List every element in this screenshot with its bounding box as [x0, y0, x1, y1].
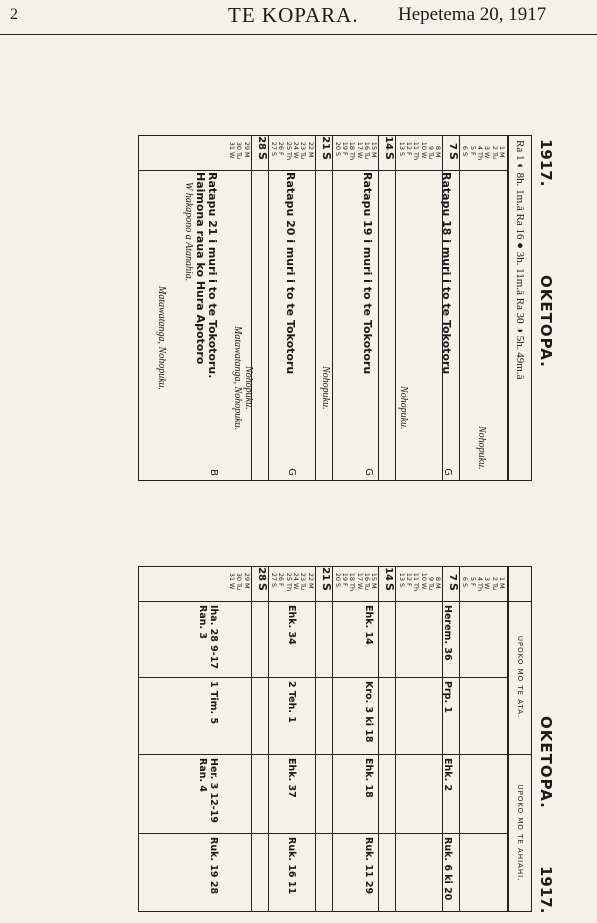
sunday-21-event: Ratapu 20 i muri i to te Tokotoru — [284, 172, 297, 375]
weekday-letter: S — [461, 583, 470, 588]
weekday-letter: S — [461, 152, 470, 157]
day-number: 15 — [370, 141, 379, 150]
weekday-letter: Tu — [299, 583, 308, 591]
day-row — [341, 136, 348, 170]
sunday-14-event: Ratapu 19 i muri i to te Tokotoru — [361, 172, 374, 375]
sunday-7-letter: G — [442, 468, 453, 476]
reading-cell: Ehk. 2 — [442, 758, 453, 792]
sunday-28-creed: W hakapono a Atanahia. — [183, 182, 194, 282]
weekday-letter: S — [333, 583, 342, 588]
fast-note: Nohopuku. — [476, 426, 487, 470]
day-number: 1 — [498, 145, 506, 150]
readings-title-row — [532, 566, 558, 912]
issue-date: Hepetema 20, 1917 — [398, 4, 547, 25]
weekday-letter: Th — [412, 152, 421, 161]
day-row — [370, 136, 377, 170]
week-divider — [268, 567, 269, 911]
weekday-letter: S — [397, 152, 406, 157]
day-row — [483, 567, 490, 601]
day-row — [412, 567, 419, 601]
day-number: 27 — [270, 572, 279, 581]
day-number: 28 — [255, 136, 267, 150]
weekday-letter: W — [355, 583, 364, 590]
day-number: 14 — [383, 136, 395, 150]
day-row — [228, 136, 235, 170]
weekday-letter: Th — [476, 152, 485, 161]
weekday-letter: M — [306, 583, 315, 589]
day-row — [405, 567, 412, 601]
week-divider — [395, 136, 396, 480]
sunday-28-saints: Haimona raua ko Hura Apotoro — [194, 172, 207, 365]
reading-cell: Ehk. 14 — [363, 605, 374, 645]
day-number: 8 — [434, 145, 443, 150]
day-number: 17 — [355, 141, 364, 150]
sunday-row — [319, 136, 332, 170]
weekday-letter: W — [483, 152, 492, 159]
weekday-letter: Tu — [363, 152, 372, 160]
weekday-letter: W — [292, 152, 300, 159]
day-row — [412, 136, 419, 170]
day-number: 17 — [355, 572, 364, 581]
day-number: 22 — [306, 572, 315, 581]
weekday-letter: M — [370, 583, 379, 589]
column-divider — [509, 754, 531, 755]
day-row — [299, 567, 306, 601]
calendar-table — [138, 135, 558, 481]
day-row — [235, 567, 242, 601]
day-row — [356, 567, 363, 601]
weekday-letter: S — [333, 152, 342, 157]
sunday-row — [382, 136, 395, 170]
reading-cell: Iha. 28 9-17 — [208, 605, 219, 669]
day-row — [483, 136, 490, 170]
reading-cell: Prp. 1 — [442, 681, 453, 713]
sunday-row — [255, 136, 268, 170]
day-row — [306, 136, 313, 170]
column-divider — [139, 677, 507, 678]
calendar-grid — [138, 135, 508, 481]
day-number: 20 — [333, 572, 342, 581]
weekday-letter: Th — [284, 583, 293, 592]
day-row — [243, 136, 250, 170]
day-row — [270, 136, 277, 170]
reading-cell: Ehk. 34 — [286, 605, 297, 645]
day-row — [306, 567, 313, 601]
sunday-row — [255, 567, 268, 601]
day-row — [419, 136, 426, 170]
day-number: 2 — [490, 145, 499, 150]
weekday-letter: M — [498, 152, 506, 158]
column-divider — [139, 754, 507, 755]
day-number: 11 — [412, 141, 421, 150]
day-row — [284, 567, 291, 601]
day-row — [427, 567, 434, 601]
week-divider — [442, 567, 443, 911]
reading-cell: Her. 3 12-19 — [208, 758, 219, 823]
day-row — [299, 136, 306, 170]
readings-grid — [138, 566, 508, 912]
day-row — [292, 136, 299, 170]
fast-note: Nohopuku. — [398, 386, 409, 430]
weekday-letter: W — [419, 152, 428, 159]
weekday-letter: S — [319, 152, 333, 160]
day-row — [405, 136, 412, 170]
sunday-21-letter: G — [286, 468, 297, 476]
day-number: 8 — [434, 576, 443, 581]
day-number: 23 — [299, 572, 308, 581]
weekday-letter: S — [447, 152, 461, 160]
weekday-letter: M — [498, 583, 506, 589]
day-row — [341, 567, 348, 601]
day-number: 25 — [284, 141, 293, 150]
day-number: 21 — [319, 567, 331, 581]
weekday-letter: M — [242, 152, 251, 158]
reading-cell: 1 Tim. 5 — [208, 681, 219, 725]
day-row — [370, 567, 377, 601]
day-row — [284, 136, 291, 170]
day-row — [292, 567, 299, 601]
day-row — [498, 567, 505, 601]
day-row — [434, 136, 441, 170]
day-column — [139, 567, 507, 602]
weekday-letter: Tu — [299, 152, 308, 160]
calendar-year: 1917. — [537, 139, 555, 187]
day-number: 16 — [363, 141, 372, 150]
weekday-letter: S — [255, 152, 269, 160]
day-number: 26 — [277, 572, 286, 581]
fast-note: Nohopuku. — [243, 366, 254, 410]
day-number: 6 — [461, 145, 470, 150]
day-number: 12 — [405, 141, 413, 150]
day-number: 12 — [405, 572, 413, 581]
reading-cell: 2 Teh. 1 — [286, 681, 297, 723]
weekday-letter: F — [341, 152, 350, 156]
weekday-letter: W — [292, 583, 300, 590]
day-row — [490, 136, 497, 170]
day-number: 16 — [363, 572, 372, 581]
weekday-letter: M — [370, 152, 379, 158]
page-number: 2 — [10, 6, 18, 23]
day-number: 24 — [292, 141, 300, 150]
day-row — [228, 567, 235, 601]
sunday-row — [446, 136, 459, 170]
day-number: 4 — [476, 576, 485, 581]
day-row — [277, 136, 284, 170]
day-number: 27 — [270, 141, 279, 150]
day-number: 26 — [277, 141, 286, 150]
day-number: 4 — [476, 145, 485, 150]
sunday-28-letter: B — [208, 469, 219, 476]
day-row — [469, 136, 476, 170]
day-number: 15 — [370, 572, 379, 581]
day-number: 19 — [341, 141, 350, 150]
day-row — [363, 136, 370, 170]
day-number: 30 — [235, 141, 244, 150]
day-row — [397, 136, 404, 170]
day-row — [363, 567, 370, 601]
sunday-28-event: Ratapu 21 i muri i to te Tokotoru. — [206, 172, 219, 379]
day-row — [348, 136, 355, 170]
day-number: 7 — [447, 143, 459, 150]
weekday-letter: Th — [348, 152, 357, 161]
week-divider — [315, 567, 316, 911]
week-divider — [442, 136, 443, 480]
readings-year: 1917. — [537, 866, 555, 914]
weekday-letter: W — [483, 583, 492, 590]
ember-fast-note: Matawatanga, Nohopuku. — [232, 326, 243, 431]
weekday-letter: S — [397, 583, 406, 588]
weekday-letter: Th — [284, 152, 293, 161]
morning-lessons-header: UPOKO MO TE ATA. — [516, 635, 524, 719]
day-number: 1 — [498, 576, 506, 581]
day-number: 24 — [292, 572, 300, 581]
weekday-letter: S — [447, 583, 461, 591]
calendar-month: OKETOPA. — [537, 275, 555, 368]
day-number: 11 — [412, 572, 421, 581]
weekday-letter: Th — [476, 583, 485, 592]
day-row — [397, 567, 404, 601]
weekday-letter: S — [383, 152, 397, 160]
day-number: 29 — [242, 141, 251, 150]
day-number: 18 — [348, 141, 357, 150]
day-number: 5 — [468, 576, 477, 581]
evening-lessons-header: UPOKO MO TE AHIAHI. — [516, 784, 524, 882]
day-number: 14 — [383, 567, 395, 581]
day-number: 28 — [255, 567, 267, 581]
day-row — [243, 567, 250, 601]
weekday-letter: W — [228, 152, 237, 159]
week-divider — [251, 567, 252, 911]
day-row — [235, 136, 242, 170]
week-divider — [378, 136, 379, 480]
day-number: 18 — [348, 572, 357, 581]
day-number: 20 — [333, 141, 342, 150]
week-divider — [332, 136, 333, 480]
weekday-letter: S — [383, 583, 397, 591]
day-number: 23 — [299, 141, 308, 150]
day-number: 31 — [228, 572, 237, 581]
column-divider — [509, 601, 531, 602]
page-header — [0, 0, 597, 35]
calendar-title-row — [532, 135, 558, 481]
reading-cell: Herem. 36 — [442, 605, 453, 661]
week-divider — [251, 136, 252, 480]
ember-fast-note: Matawatanga, Nohopuku. — [156, 286, 167, 391]
day-row — [348, 567, 355, 601]
day-number: 31 — [228, 141, 237, 150]
day-row — [356, 136, 363, 170]
weekday-letter: Th — [348, 583, 357, 592]
day-row — [498, 136, 505, 170]
day-number: 6 — [461, 576, 470, 581]
week-divider — [459, 567, 460, 911]
day-number: 10 — [419, 141, 428, 150]
reading-cell: Ran. 3 — [197, 605, 208, 640]
day-number: 9 — [426, 145, 435, 150]
day-row — [427, 136, 434, 170]
weekday-letter: F — [468, 152, 477, 156]
readings-header-row — [508, 566, 532, 912]
weekday-letter: Tu — [363, 583, 372, 591]
day-number: 25 — [284, 572, 293, 581]
sunday-7-event: Ratapu 18 i muri i to te Tokotoru — [440, 172, 453, 375]
weekday-letter: W — [228, 583, 237, 590]
readings-table — [138, 566, 558, 912]
day-row — [469, 567, 476, 601]
weekday-letter: M — [434, 152, 443, 158]
day-row — [461, 567, 468, 601]
day-row — [334, 136, 341, 170]
reading-cell: Ran. 4 — [197, 758, 208, 793]
column-divider — [139, 833, 507, 834]
reading-cell: Ruk. 19 28 — [208, 837, 219, 895]
day-row — [434, 567, 441, 601]
day-number: 21 — [319, 136, 331, 150]
day-number: 13 — [397, 141, 406, 150]
sunday-14-letter: G — [363, 468, 374, 476]
weekday-letter: S — [255, 583, 269, 591]
weekday-letter: F — [277, 583, 286, 587]
weekday-letter: Tu — [235, 583, 244, 591]
reading-cell: Ruk. 11 29 — [363, 837, 374, 895]
day-row — [277, 567, 284, 601]
day-number: 5 — [468, 145, 477, 150]
weekday-letter: M — [242, 583, 251, 589]
fast-note: Nohopuku. — [320, 366, 331, 410]
week-divider — [395, 567, 396, 911]
newspaper-title: TE KOPARA. — [228, 3, 359, 27]
weekday-letter: F — [468, 583, 477, 587]
weekday-letter: Tu — [235, 152, 244, 160]
weekday-letter: S — [270, 583, 279, 588]
sunday-row — [446, 567, 459, 601]
day-number: 29 — [242, 572, 251, 581]
day-number: 19 — [341, 572, 350, 581]
weekday-letter: S — [270, 152, 279, 157]
reading-cell: Ehk. 18 — [363, 758, 374, 798]
day-number: 22 — [306, 141, 315, 150]
moon-phases: Ra 1 ◐ 8h. 1m.ā Ra 16 ● 3h. 11m.ā Ra 30 ◑ 5h. 49m.ā — [508, 135, 532, 481]
reading-cell: Ruk. 6 ki 20 — [442, 837, 453, 901]
day-row — [490, 567, 497, 601]
day-number: 30 — [235, 572, 244, 581]
day-number: 3 — [483, 576, 492, 581]
week-divider — [315, 136, 316, 480]
weekday-letter: M — [306, 152, 315, 158]
weekday-letter: Th — [412, 583, 421, 592]
day-number: 10 — [419, 572, 428, 581]
weekday-letter: W — [419, 583, 428, 590]
weekday-letter: F — [341, 583, 350, 587]
weekday-letter: F — [405, 583, 413, 587]
reading-cell: Ehk. 37 — [286, 758, 297, 798]
day-row — [334, 567, 341, 601]
weekday-letter: Tu — [426, 583, 435, 591]
weekday-letter: W — [355, 152, 364, 159]
day-column — [139, 136, 507, 171]
day-row — [476, 567, 483, 601]
reading-cell: Ruk. 16 11 — [286, 837, 297, 895]
weekday-letter: F — [277, 152, 286, 156]
weekday-letter: Tu — [490, 583, 499, 591]
day-number: 13 — [397, 572, 406, 581]
week-divider — [268, 136, 269, 480]
weekday-letter: Tu — [426, 152, 435, 160]
day-number: 9 — [426, 576, 435, 581]
readings-month: OKETOPA. — [537, 716, 555, 809]
week-divider — [378, 567, 379, 911]
day-row — [270, 567, 277, 601]
day-number: 3 — [483, 145, 492, 150]
day-number: 2 — [490, 576, 499, 581]
weekday-letter: S — [319, 583, 333, 591]
sunday-row — [382, 567, 395, 601]
day-number: 7 — [447, 574, 459, 581]
reading-cell: Kro. 3 ki 18 — [363, 681, 374, 743]
weekday-letter: F — [405, 152, 413, 156]
weekday-letter: Tu — [490, 152, 499, 160]
weekday-letter: M — [434, 583, 443, 589]
week-divider — [332, 567, 333, 911]
day-row — [461, 136, 468, 170]
sunday-row — [319, 567, 332, 601]
week-divider — [459, 136, 460, 480]
day-row — [419, 567, 426, 601]
day-row — [476, 136, 483, 170]
